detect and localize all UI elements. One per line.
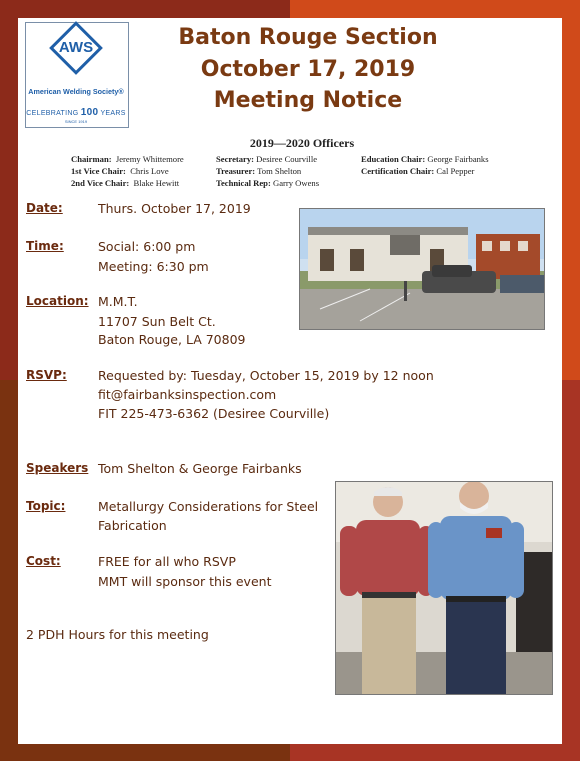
officer-education: Education Chair: George Fairbanks <box>361 154 489 164</box>
topic-label: Topic: <box>26 499 66 513</box>
location-city: Baton Rouge, LA 70809 <box>98 332 246 347</box>
officer-chairman: Chairman: Jeremy Whittemore <box>71 154 184 164</box>
logo-name: American Welding Society® <box>28 87 124 96</box>
officers-heading: 2019—2020 Officers <box>249 136 355 150</box>
logo-abbr: AWS <box>58 39 94 56</box>
pdh-note: 2 PDH Hours for this meeting <box>26 627 209 642</box>
logo-since: SINCE 1919 <box>64 119 88 124</box>
cost-line-1: FREE for all who RSVP <box>98 554 236 569</box>
date-label: Date: <box>26 201 63 215</box>
cost-label: Cost: <box>26 554 61 568</box>
topic-line-1: Metallurgy Considerations for Steel <box>98 499 319 514</box>
title-line-2: October 17, 2019 <box>200 57 416 82</box>
officer-vice1: 1st Vice Chair: Chris Love <box>71 166 169 176</box>
officer-vice2: 2nd Vice Chair: Blake Hewitt <box>71 178 180 188</box>
rsvp-phone: FIT 225-473-6362 (Desiree Courville) <box>98 406 330 421</box>
officer-certification: Certification Chair: Cal Pepper <box>361 166 475 176</box>
speakers-label: Speakers <box>26 461 89 475</box>
location-street: 11707 Sun Belt Ct. <box>98 314 216 329</box>
topic-line-2: Fabrication <box>98 518 167 533</box>
time-social: Social: 6:00 pm <box>98 239 196 254</box>
time-meeting: Meeting: 6:30 pm <box>98 259 209 274</box>
title-line-3: Meeting Notice <box>213 88 403 113</box>
officer-treasurer: Treasurer: Tom Shelton <box>216 166 302 176</box>
aws-logo <box>25 22 129 128</box>
speakers-photo <box>335 481 553 695</box>
speakers-value: Tom Shelton & George Fairbanks <box>98 461 302 476</box>
building-photo <box>299 208 545 330</box>
logo-celebrating: CELEBRATING 100 YEARS <box>26 107 126 118</box>
rsvp-deadline: Requested by: Tuesday, October 15, 2019 by 12 noon <box>98 368 434 383</box>
location-label: Location: <box>26 294 89 308</box>
cost-line-2: MMT will sponsor this event <box>98 574 272 589</box>
officer-secretary: Secretary: Desiree Courville <box>216 154 318 164</box>
rsvp-label: RSVP: <box>26 368 67 382</box>
officer-techrep: Technical Rep: Garry Owens <box>216 178 320 188</box>
location-name: M.M.T. <box>98 294 138 309</box>
flyer-page <box>18 18 562 744</box>
rsvp-email[interactable]: fit@fairbanksinspection.com <box>98 387 277 402</box>
title-line-1: Baton Rouge Section <box>178 25 438 50</box>
date-value: Thurs. October 17, 2019 <box>98 201 251 216</box>
time-label: Time: <box>26 239 64 253</box>
